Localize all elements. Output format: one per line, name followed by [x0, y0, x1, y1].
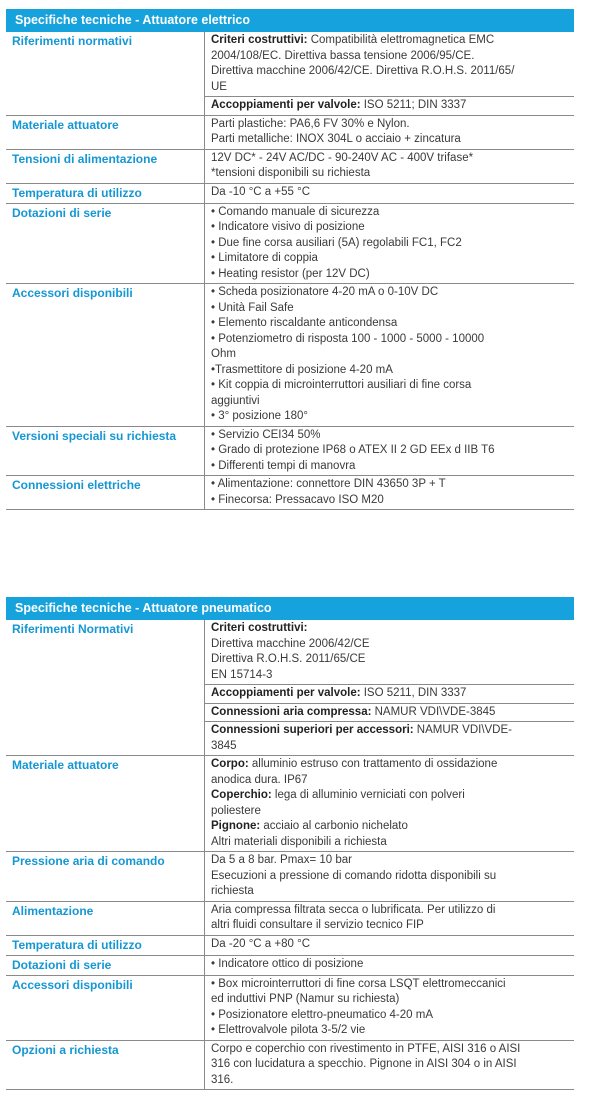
value-text: • Due fine corsa ausiliari (5A) regolabili FC1, FC2 — [211, 236, 462, 249]
row-value — [204, 620, 574, 755]
value-line — [211, 49, 568, 65]
value-cell — [205, 476, 574, 509]
value-line — [211, 428, 568, 444]
value-line — [211, 301, 568, 317]
value-line — [211, 1023, 568, 1039]
row-label: Temperatura di utilizzo — [12, 185, 142, 200]
row-value — [204, 1041, 574, 1090]
value-line — [211, 151, 568, 167]
bold-label: Coperchio: — [211, 789, 272, 801]
value-text: • Grado di protezione IP68 o ATEX II 2 GD EEx d IIB T6 — [211, 444, 495, 456]
value-text: NAMUR VDI\VDE- — [413, 724, 512, 736]
value-cell — [205, 184, 574, 202]
row-label: Accessori disponibili — [12, 286, 133, 300]
value-cell — [205, 956, 574, 974]
value-cell — [205, 902, 574, 935]
value-line — [211, 332, 568, 348]
value-cell — [205, 204, 574, 284]
value-line — [211, 869, 568, 885]
value-line — [211, 220, 568, 236]
value-text: *tensioni disponibili su richiesta — [211, 167, 371, 179]
value-line — [211, 835, 568, 851]
value-line — [211, 1008, 568, 1024]
value-text: UE — [211, 80, 227, 93]
value-text: • Differenti tempi di manovra — [211, 459, 356, 472]
row-value — [204, 427, 574, 476]
value-text: Esecuzioni a pressione di comando ridotta disponibili su — [211, 869, 497, 882]
table-row — [6, 976, 574, 1041]
value-text: • Scheda posizionatore 4-20 mA o 0-10V DC — [211, 286, 439, 298]
table-row — [6, 1041, 574, 1091]
table-row — [6, 620, 574, 756]
value-line — [211, 937, 568, 953]
value-text: Direttiva macchine 2006/42/CE. Direttiva R.O.H.S. 2011/65/ — [211, 65, 515, 77]
value-line — [211, 347, 568, 363]
value-text: • Finecorsa: Pressacavo ISO M20 — [211, 493, 384, 506]
bold-label: Corpo: — [211, 758, 249, 770]
value-cell — [205, 756, 574, 851]
value-text: anodica dura. IP67 — [211, 773, 308, 786]
value-cell — [205, 685, 574, 704]
value-line — [211, 477, 568, 493]
value-line — [211, 251, 568, 267]
value-text: Parti plastiche: PA6,6 FV 30% e Nylon. — [211, 117, 410, 130]
table-header: Specifiche tecniche - Attuatore pneumatico — [6, 597, 574, 620]
value-line — [211, 409, 568, 425]
pneumatic-actuator-spec-table — [6, 597, 574, 1090]
row-label: Tensioni di alimentazione — [12, 151, 158, 166]
value-text: • Limitatore di coppia — [211, 252, 318, 264]
table-row — [6, 427, 574, 477]
value-line — [211, 378, 568, 394]
value-cell — [205, 936, 574, 954]
value-line — [211, 394, 568, 410]
value-line — [211, 804, 568, 820]
value-text: • Elemento riscaldante anticondensa — [211, 317, 398, 329]
value-text: Altri materiali disponibili a richiesta — [211, 835, 387, 848]
value-text: Da 5 a 8 bar. Pmax= 10 bar — [211, 854, 352, 866]
value-line — [211, 621, 568, 637]
row-value — [204, 32, 574, 115]
value-text: • Posizionatore elettro-pneumatico 4-20 mA — [211, 1008, 433, 1021]
value-line — [211, 285, 568, 301]
table-row — [6, 204, 574, 285]
row-label: Dotazioni di serie — [12, 957, 112, 972]
value-text: 12V DC* - 24V AC/DC - 90-240V AC - 400V trifase* — [211, 151, 474, 164]
value-line — [211, 788, 568, 804]
row-label: Alimentazione — [12, 903, 94, 918]
value-text: lega di alluminio verniciati con polveri — [271, 789, 465, 801]
value-text: • 3° posizione 180° — [211, 410, 308, 422]
value-cell — [205, 284, 574, 426]
value-line — [211, 33, 568, 49]
value-line — [211, 853, 568, 869]
value-line — [211, 459, 568, 475]
value-text: Direttiva macchine 2006/42/CE — [211, 637, 370, 650]
row-label: Opzioni a richiesta — [12, 1042, 119, 1057]
value-line — [211, 773, 568, 789]
value-line — [211, 363, 568, 379]
bold-label: Criteri costruttivi: — [211, 622, 308, 634]
value-line — [211, 819, 568, 835]
value-line — [211, 117, 568, 133]
value-cell — [205, 722, 574, 755]
row-value — [204, 852, 574, 901]
value-line — [211, 957, 568, 973]
value-text: ed induttivi PNP (Namur su richiesta) — [211, 993, 400, 1005]
row-value — [204, 902, 574, 935]
value-text: • Unità Fail Safe — [211, 301, 294, 314]
table-row — [6, 284, 574, 427]
table-body — [6, 32, 574, 510]
table-header: Specifiche tecniche - Attuatore elettrico — [6, 9, 574, 32]
value-cell — [205, 32, 574, 97]
table-body — [6, 620, 574, 1090]
value-line — [211, 977, 568, 993]
value-cell — [205, 1041, 574, 1090]
table-row — [6, 936, 574, 956]
row-value — [204, 284, 574, 426]
row-label: Accessori disponibili — [12, 977, 133, 992]
value-text: alluminio estruso con trattamento di ossidazione — [248, 758, 498, 770]
value-text: • Comando manuale di sicurezza — [211, 205, 380, 218]
value-cell — [205, 427, 574, 476]
row-value — [204, 756, 574, 851]
value-line — [211, 166, 568, 182]
value-text: 316 con lucidatura a specchio. Pignone in AISI 304 o in AISI — [211, 1058, 517, 1070]
value-line — [211, 493, 568, 509]
table-row — [6, 116, 574, 150]
row-label: Versioni speciali su richiesta — [12, 428, 177, 443]
value-cell — [205, 150, 574, 183]
value-text: acciaio al carbonio nichelato — [260, 820, 408, 832]
bold-label: Criteri costruttivi: — [211, 34, 308, 46]
row-value — [204, 476, 574, 509]
row-value — [204, 184, 574, 203]
value-text: •Trasmettitore di posizione 4-20 mA — [211, 363, 393, 376]
row-value — [204, 976, 574, 1040]
value-text: • Servizio CEI34 50% — [211, 428, 321, 441]
row-label: Riferimenti Normativi — [12, 622, 134, 636]
value-text: ISO 5211; DIN 3337 — [360, 99, 467, 111]
value-text: richiesta — [211, 885, 254, 897]
value-line — [211, 80, 568, 96]
value-text: Da -10 °C a +55 °C — [211, 185, 311, 198]
row-label: Dotazioni di serie — [12, 205, 112, 220]
value-line — [211, 723, 568, 739]
bold-label: Accoppiamenti per valvole: — [211, 99, 361, 111]
bold-label: Connessioni superiori per accessori: — [211, 724, 414, 736]
value-text: • Kit coppia di microinterruttori ausiliari di fine corsa — [211, 379, 472, 391]
value-text: • Indicatore visivo di posizione — [211, 221, 365, 233]
value-line — [211, 918, 568, 934]
value-line — [211, 884, 568, 900]
value-text: • Heating resistor (per 12V DC) — [211, 267, 370, 280]
value-line — [211, 205, 568, 221]
row-value — [204, 956, 574, 975]
row-label: Riferimenti normativi — [12, 34, 133, 48]
value-text: • Alimentazione: connettore DIN 43650 3P + T — [211, 478, 446, 490]
value-line — [211, 443, 568, 459]
value-text: Parti metalliche: INOX 304L o acciaio + zincatura — [211, 133, 461, 145]
bold-label: Accoppiamenti per valvole: — [211, 687, 361, 699]
table-row — [6, 956, 574, 976]
table-row — [6, 32, 574, 116]
value-text: altri fluidi consultare il servizio tecnico FIP — [211, 919, 424, 931]
table-row — [6, 184, 574, 204]
row-label: Materiale attuatore — [12, 758, 119, 772]
table-row — [6, 902, 574, 936]
value-line — [211, 992, 568, 1008]
value-text: Corpo e coperchio con rivestimento in PTFE, AISI 316 o AISI — [211, 1042, 521, 1055]
value-text: 3845 — [211, 739, 237, 752]
electric-actuator-spec-table — [6, 9, 574, 510]
value-line — [211, 132, 568, 148]
value-line — [211, 652, 568, 668]
value-line — [211, 185, 568, 201]
value-line — [211, 637, 568, 653]
value-cell — [205, 704, 574, 723]
table-row — [6, 476, 574, 510]
value-text: • Potenziometro di risposta 100 - 1000 - 5000 - 10000 — [211, 332, 485, 345]
value-text: 2004/108/EC. Direttiva bassa tensione 2006/95/CE. — [211, 49, 475, 62]
value-cell — [205, 97, 574, 115]
value-text: Compatibilità elettromagnetica EMC — [307, 34, 495, 46]
value-line — [211, 267, 568, 283]
value-line — [211, 64, 568, 80]
row-label: Materiale attuatore — [12, 117, 119, 132]
row-value — [204, 204, 574, 284]
value-cell — [205, 852, 574, 901]
value-line — [211, 1057, 568, 1073]
value-cell — [205, 620, 574, 685]
row-value — [204, 116, 574, 149]
value-cell — [205, 976, 574, 1040]
value-text: NAMUR VDI\VDE-3845 — [371, 705, 496, 718]
value-text: poliestere — [211, 804, 261, 817]
value-text: aggiuntivi — [211, 394, 260, 407]
bold-label: Pignone: — [211, 820, 261, 832]
value-line — [211, 903, 568, 919]
row-label: Pressione aria di comando — [12, 854, 165, 868]
row-value — [204, 150, 574, 183]
value-line — [211, 686, 568, 702]
row-label: Connessioni elettriche — [12, 478, 141, 492]
value-line — [211, 739, 568, 755]
value-cell — [205, 116, 574, 149]
value-text: • Elettrovalvole pilota 3-5/2 vie — [211, 1024, 366, 1036]
bold-label: Connessioni aria compressa: — [211, 705, 372, 718]
value-text: ISO 5211, DIN 3337 — [360, 687, 467, 699]
value-line — [211, 705, 568, 721]
value-line — [211, 668, 568, 684]
value-text: Ohm — [211, 348, 236, 360]
value-line — [211, 98, 568, 114]
table-row — [6, 756, 574, 852]
value-line — [211, 316, 568, 332]
value-text: Direttiva R.O.H.S. 2011/65/CE — [211, 653, 366, 665]
table-row — [6, 852, 574, 902]
value-text: Aria compressa filtrata secca o lubrificata. Per utilizzo di — [211, 903, 496, 916]
value-text: • Indicatore ottico di posizione — [211, 957, 364, 970]
value-line — [211, 1042, 568, 1058]
value-line — [211, 236, 568, 252]
row-value — [204, 936, 574, 955]
value-text: 316. — [211, 1073, 234, 1086]
table-row — [6, 150, 574, 184]
value-text: EN 15714-3 — [211, 668, 273, 681]
value-line — [211, 757, 568, 773]
value-text: Da -20 °C a +80 °C — [211, 937, 311, 950]
value-line — [211, 1073, 568, 1089]
row-label: Temperatura di utilizzo — [12, 937, 142, 952]
value-text: • Box microinterruttori di fine corsa LSQT elettromeccanici — [211, 977, 506, 990]
